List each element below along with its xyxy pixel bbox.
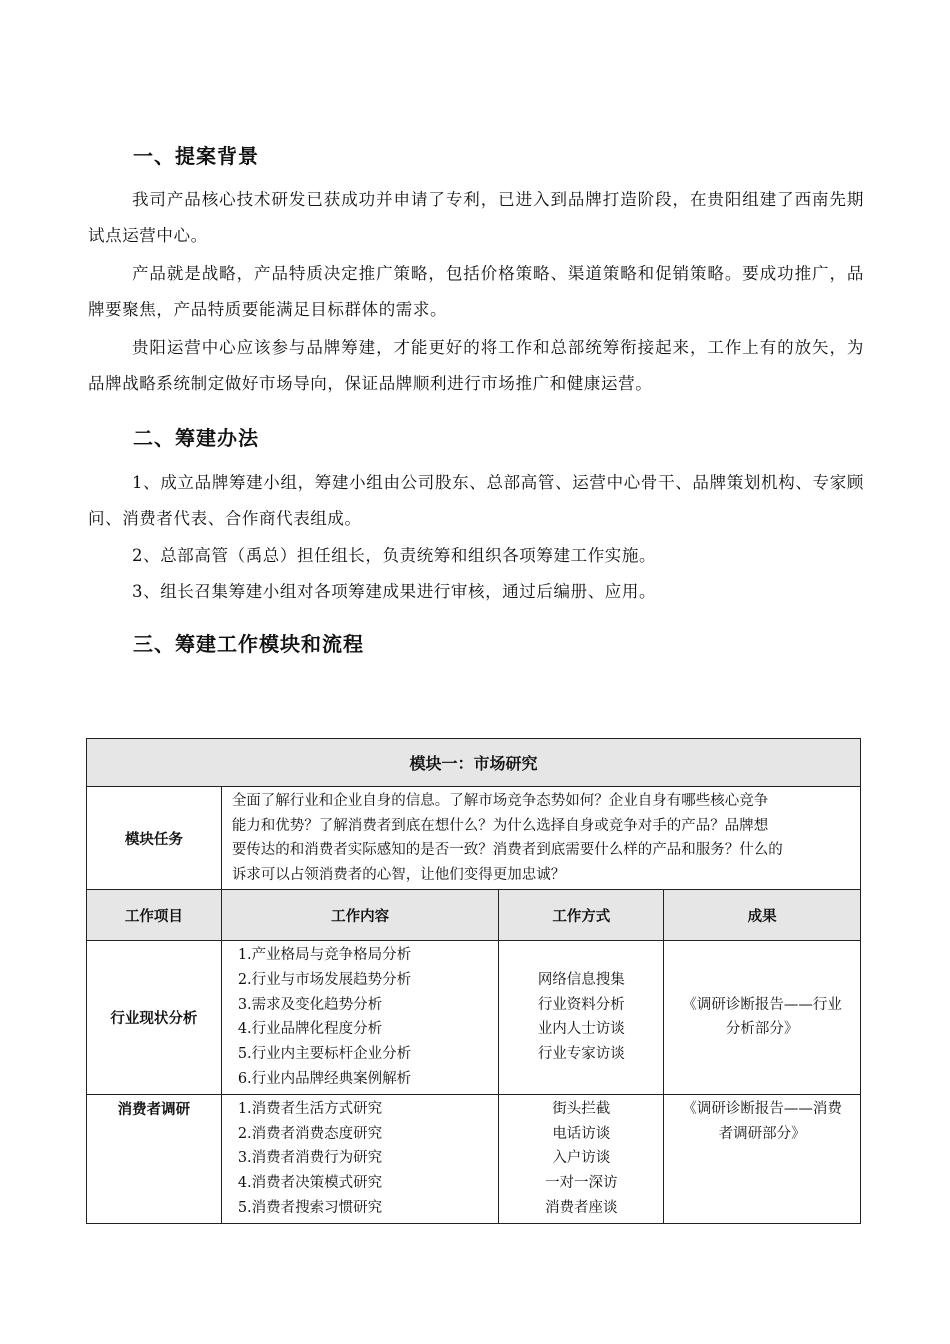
result-line: 分析部分》 — [725, 1021, 799, 1038]
result-line: 《调研诊断报告——行业 — [682, 996, 842, 1013]
row-methods — [499, 941, 664, 1095]
content-line: 1.消费者生活方式研究 — [237, 1100, 383, 1117]
task-line: 全面了解行业和企业自身的信息。了解市场竞争态势如何？企业自身有哪些核心竞争 — [231, 793, 769, 809]
content-line: 1.产业格局与竞争格局分析 — [237, 947, 412, 963]
row-result — [664, 941, 861, 1095]
method-line: 电话访谈 — [552, 1125, 611, 1142]
table-row — [87, 1094, 861, 1223]
result-line: 者调研部分》 — [718, 1125, 806, 1142]
content-line: 4.行业品牌化程度分析 — [237, 1021, 383, 1038]
row-methods — [499, 1094, 664, 1223]
content-line: 2.消费者消费态度研究 — [237, 1125, 383, 1142]
task-line: 诉求可以占领消费者的心智，让他们变得更加忠诚？ — [231, 866, 566, 883]
module-table — [86, 738, 861, 1224]
content-line: 2.行业与市场发展趋势分析 — [237, 971, 412, 988]
content-line: 3.需求及变化趋势分析 — [237, 996, 383, 1013]
content-line: 5.消费者搜索习惯研究 — [237, 1199, 383, 1216]
row-item: 消费者调研 — [87, 1094, 222, 1223]
column-header-result: 成果 — [664, 890, 861, 941]
method-line: 入户访谈 — [552, 1150, 611, 1167]
content-line: 4.消费者决策模式研究 — [237, 1175, 383, 1192]
content-line: 5.行业内主要标杆企业分析 — [237, 1046, 412, 1063]
section-heading-modules: 三、筹建工作模块和流程 — [133, 632, 364, 656]
method-line: 网络信息搜集 — [537, 971, 625, 988]
content-line: 6.行业内品牌经典案例解析 — [237, 1070, 412, 1087]
method-line: 业内人士访谈 — [537, 1021, 625, 1038]
method-line: 街头拦截 — [552, 1100, 611, 1117]
section-heading-methods: 二、筹建办法 — [133, 426, 259, 450]
background-paragraph-3: 贵阳运营中心应该参与品牌筹建，才能更好的将工作和总部统筹衔接起来，工作上有的放矢，为品牌战略系统制定做好市场导向，保证品牌顺利进行市场推广和健康运营。 — [88, 338, 864, 393]
task-line: 要传达的和消费者实际感知的是否一致？消费者到底需要什么样的产品和服务？什么的 — [231, 842, 783, 858]
content-line: 3.消费者消费行为研究 — [237, 1150, 383, 1167]
task-description — [221, 787, 860, 890]
method-line: 行业资料分析 — [537, 996, 625, 1013]
column-header-content: 工作内容 — [221, 890, 499, 941]
column-header-item: 工作项目 — [87, 890, 222, 941]
module-title: 模块一：市场研究 — [87, 739, 861, 787]
table-row — [87, 941, 861, 1095]
row-result — [664, 1094, 861, 1223]
task-line: 能力和优势？了解消费者到底在想什么？为什么选择自身或竞争对手的产品？品牌想 — [231, 817, 769, 834]
method-line: 行业专家访谈 — [537, 1046, 625, 1063]
row-contents — [221, 941, 499, 1095]
result-line: 《调研诊断报告——消费 — [682, 1100, 842, 1117]
method-item-1: 1、成立品牌筹建小组，筹建小组由公司股东、总部高管、运营中心骨干、品牌策划机构、专家顾问、消费者代表、合作商代表组成。 — [88, 473, 864, 528]
column-header-method: 工作方式 — [499, 890, 664, 941]
method-item-2: 2、总部高管（禹总）担任组长，负责统筹和组织各项筹建工作实施。 — [132, 546, 657, 565]
background-paragraph-1: 我司产品核心技术研发已获成功并申请了专利，已进入到品牌打造阶段，在贵阳组建了西南先期试点运营中心。 — [88, 190, 864, 245]
method-line: 一对一深访 — [545, 1175, 618, 1192]
background-paragraph-2: 产品就是战略，产品特质决定推广策略，包括价格策略、渠道策略和促销策略。要成功推广，品牌要聚焦，产品特质要能满足目标群体的需求。 — [88, 264, 864, 319]
method-item-3: 3、组长召集筹建小组对各项筹建成果进行审核，通过后编册、应用。 — [132, 582, 657, 601]
section-heading-background: 一、提案背景 — [133, 144, 259, 168]
row-contents — [221, 1094, 499, 1223]
row-item: 行业现状分析 — [87, 941, 222, 1095]
task-label: 模块任务 — [87, 787, 222, 890]
method-line: 消费者座谈 — [545, 1199, 618, 1216]
